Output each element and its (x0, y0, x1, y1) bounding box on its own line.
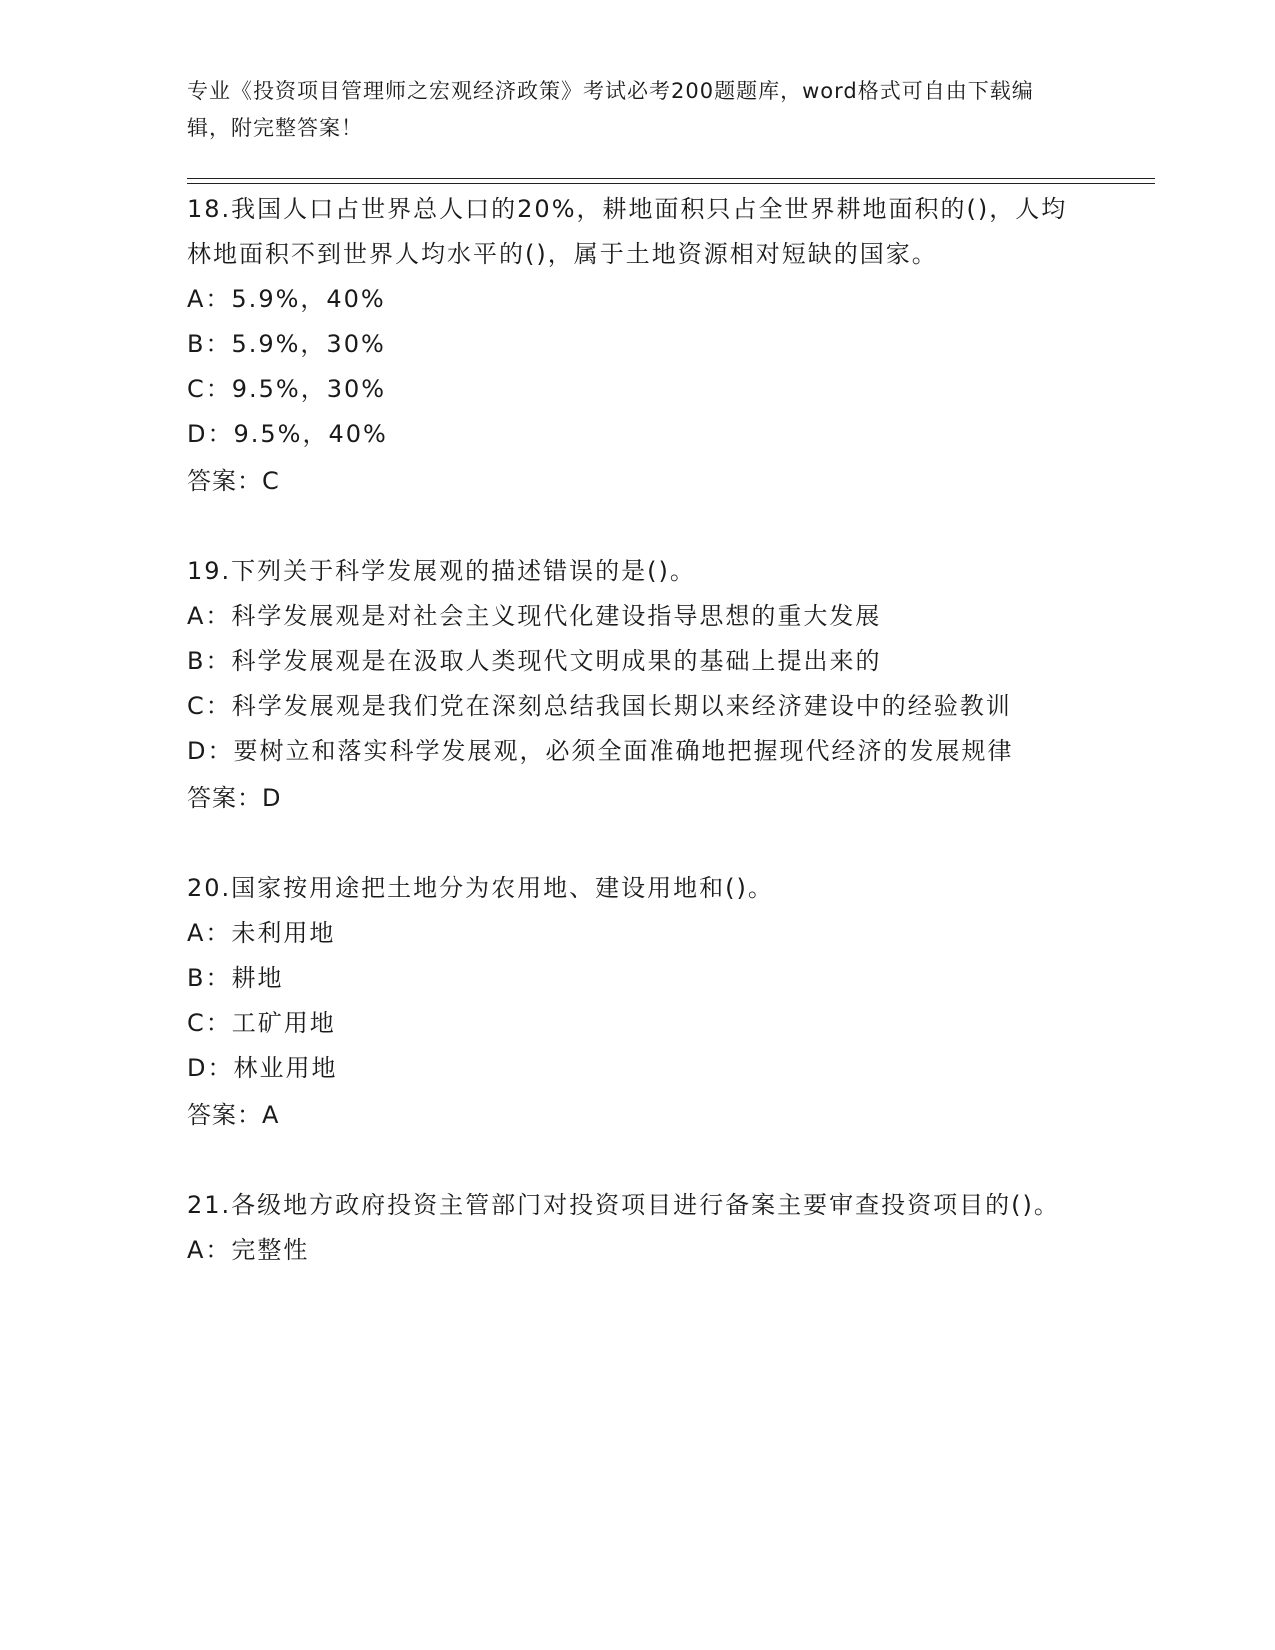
question-18 (187, 187, 1077, 505)
answer: 答案：D (187, 784, 282, 812)
question-text: 19.下列关于科学发展观的描述错误的是()。 (187, 557, 696, 585)
header-double-rule (187, 178, 1155, 184)
question-text: 21.各级地方政府投资主管部门对投资项目进行备案主要审查投资项目的()。 (187, 1191, 1060, 1219)
option-d: D：林业用地 (187, 1054, 338, 1082)
option-a: A：5.9%，40% (187, 285, 386, 313)
question-19 (187, 549, 1077, 822)
question-21 (187, 1183, 1077, 1273)
option-c: C：9.5%，30% (187, 375, 387, 403)
option-b: B：耕地 (187, 964, 284, 992)
question-text: 20.国家按用途把土地分为农用地、建设用地和()。 (187, 874, 774, 902)
option-a: A：未利用地 (187, 919, 336, 947)
option-a: A：科学发展观是对社会主义现代化建设指导思想的重大发展 (187, 602, 882, 630)
question-text: 18.我国人口占世界总人口的20%，耕地面积只占全世界耕地面积的()，人均林地面积不到世界人均水平的()，属于土地资源相对短缺的国家。 (187, 195, 1068, 268)
document-header-note: 专业《投资项目管理师之宏观经济政策》考试必考200题题库，word格式可自由下载编辑，附完整答案！ (187, 79, 1034, 140)
option-d: D：9.5%，40% (187, 420, 388, 448)
option-c: C：科学发展观是我们党在深刻总结我国长期以来经济建设中的经验教训 (187, 692, 1012, 720)
option-a: A：完整性 (187, 1236, 310, 1264)
option-c: C：工矿用地 (187, 1009, 336, 1037)
option-d: D：要树立和落实科学发展观，必须全面准确地把握现代经济的发展规律 (187, 737, 1014, 765)
answer: 答案：C (187, 467, 280, 495)
question-list (187, 187, 1077, 1273)
question-20 (187, 866, 1077, 1139)
option-b: B：科学发展观是在汲取人类现代文明成果的基础上提出来的 (187, 647, 882, 675)
answer: 答案：A (187, 1101, 280, 1129)
option-b: B：5.9%，30% (187, 330, 386, 358)
